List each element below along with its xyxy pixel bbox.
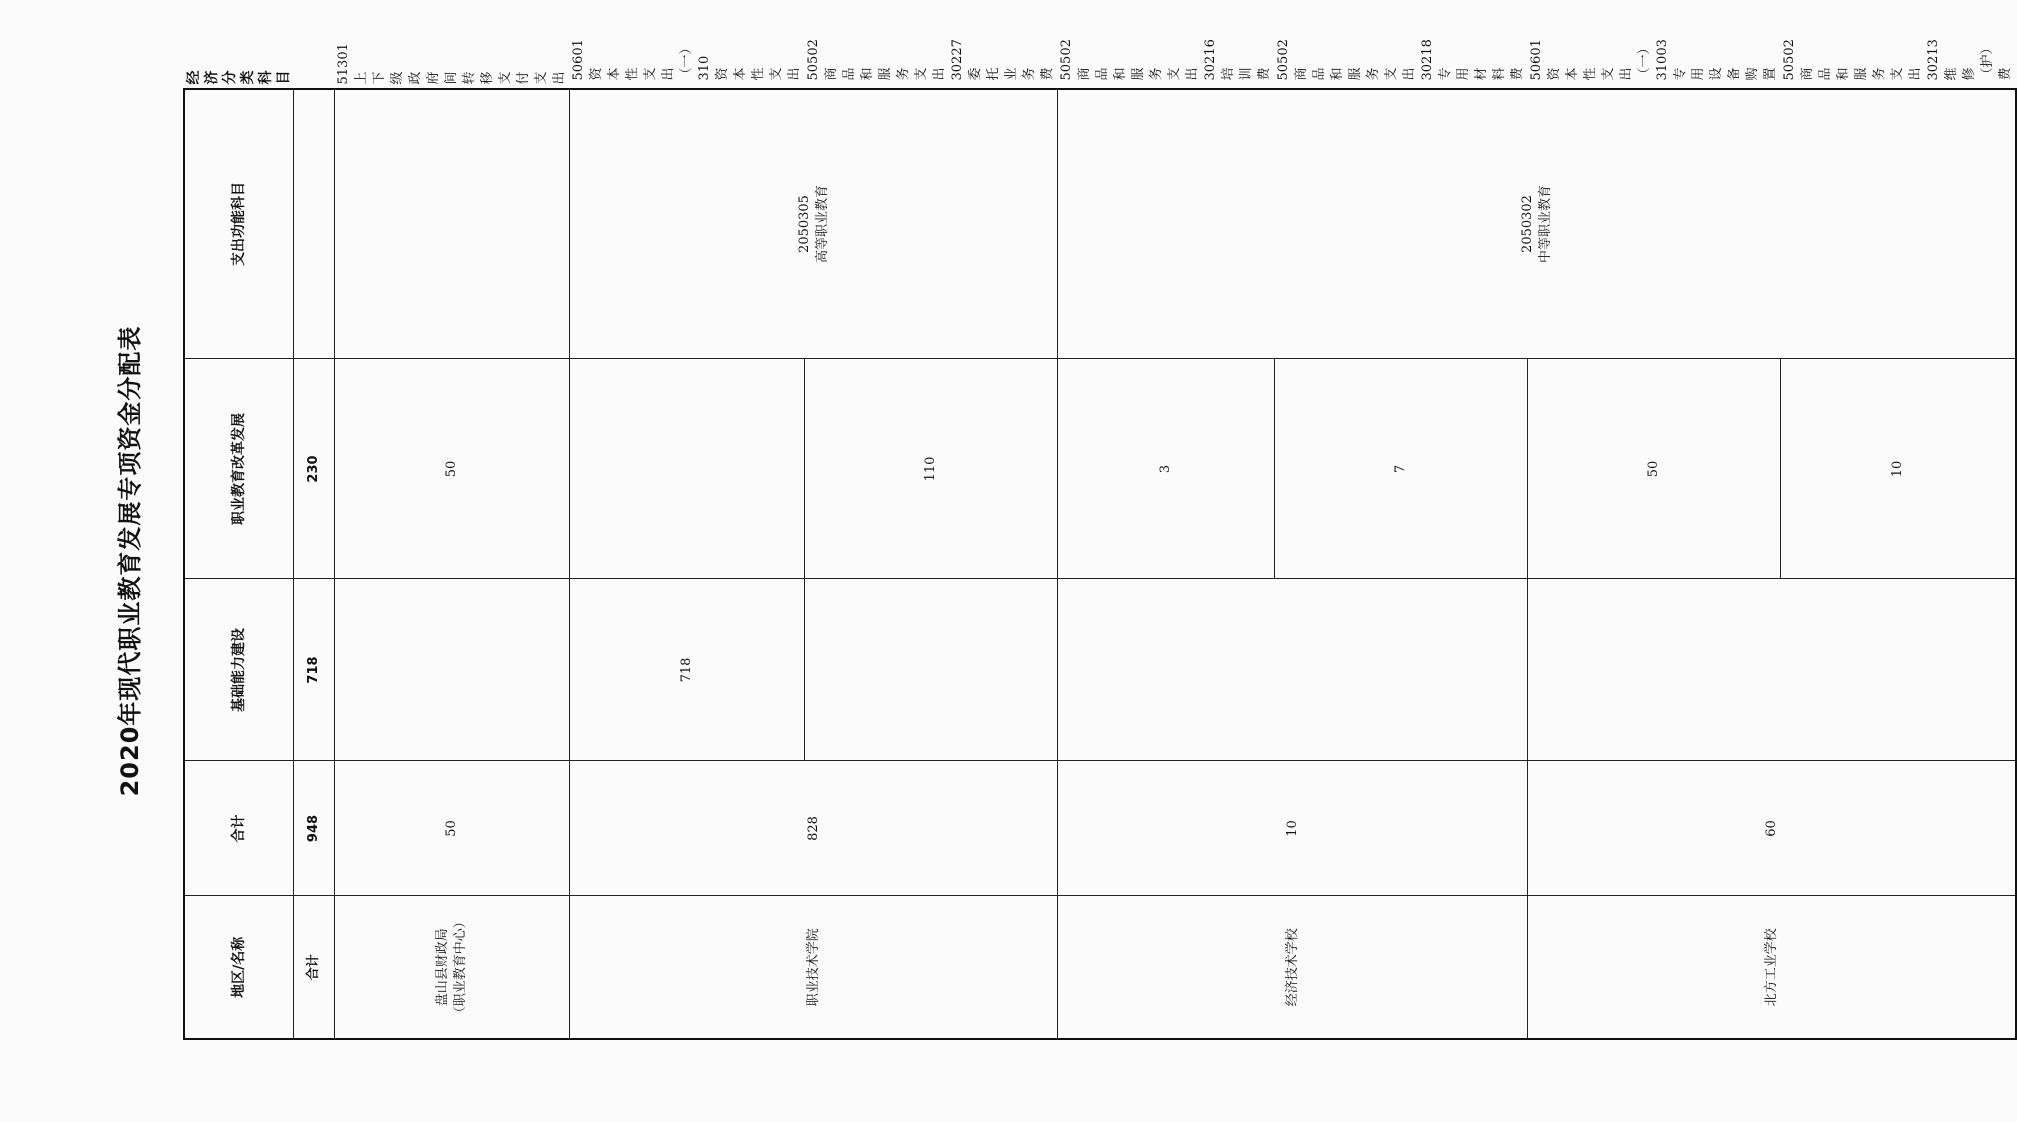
- row-total: 50: [335, 761, 570, 896]
- econ-name: 培训费: [1221, 67, 1272, 81]
- row-total: 60: [1528, 761, 2017, 896]
- row-basic: 718: [570, 579, 805, 761]
- header-region: 地区/名称: [184, 896, 294, 1039]
- econ-name: 商品和服务支出: [1800, 67, 1923, 81]
- row-total: 828: [570, 761, 1058, 896]
- econ-name: 维修（护）费: [1944, 41, 2013, 81]
- econ-name: 商品和服务支出: [1077, 67, 1200, 81]
- row-basic-empty: [1528, 579, 2017, 761]
- func-name: 中等职业教育: [1537, 185, 1553, 264]
- econ-code: 31003: [1655, 39, 1670, 81]
- row-reform: 50: [335, 359, 570, 579]
- row-name-line: （职业教育中心）: [453, 915, 468, 1020]
- total-row-total: 948: [294, 761, 335, 896]
- econ-name: 商品和服务支出: [1294, 67, 1417, 81]
- func-code: 2050305: [796, 195, 812, 253]
- econ-name: 商品和服务支出: [824, 67, 947, 81]
- row-reform: 3: [1058, 359, 1275, 579]
- row-name-line: 盘山县财政局: [435, 928, 450, 1007]
- header-reform: 职业教育改革发展: [184, 359, 294, 579]
- total-row-reform: 230: [294, 359, 335, 579]
- row-reform: 10: [1781, 359, 2017, 579]
- row-name: [335, 896, 570, 1039]
- row-name: 经济技术学校: [1058, 896, 1528, 1039]
- econ-name: 专用材料费: [1438, 67, 1525, 81]
- econ-code: 50601: [1529, 39, 1544, 81]
- row-name: 北方工业学校: [1528, 896, 2017, 1039]
- econ-code: 50502: [1782, 39, 1797, 81]
- econ-code: 30227: [950, 39, 965, 81]
- econ-code: 30216: [1203, 39, 1218, 81]
- row-basic-empty: [1058, 579, 1528, 761]
- header-basic: 基础能力建设: [184, 579, 294, 761]
- func-code: 2050302: [1519, 195, 1535, 253]
- row-name: 职业技术学院: [570, 896, 1058, 1039]
- row-func: [1058, 89, 2017, 359]
- econ-code: 50601: [571, 39, 586, 81]
- table-row: [1058, 89, 1275, 1039]
- allocation-table: [183, 39, 2017, 1040]
- table-row: 盘山县财政局 （职业教育中心） 50 50 51301 上下级政府间转移支付支出: [335, 89, 570, 1039]
- row-basic: [335, 579, 570, 761]
- header-row: 地区/名称 合计 基础能力建设 职业教育改革发展 支出功能科目 经济分类科目: [184, 89, 294, 1039]
- func-name: 高等职业教育: [814, 185, 830, 264]
- total-row-basic: 718: [294, 579, 335, 761]
- row-func: [570, 89, 1058, 359]
- econ-code: 30213: [1926, 39, 1941, 81]
- total-row: [294, 89, 335, 1039]
- header-func: 支出功能科目: [184, 89, 294, 359]
- econ-name: 资本性支出: [715, 67, 802, 81]
- row-reform: 50: [1528, 359, 1781, 579]
- econ-code: 310: [697, 55, 712, 81]
- econ-name: 委托业务费: [968, 67, 1055, 81]
- econ-code: 50502: [1059, 39, 1074, 81]
- row-reform: 110: [805, 359, 1058, 579]
- econ-name: 资本性支出（一）: [589, 41, 694, 81]
- econ-code: 50502: [806, 39, 821, 81]
- row-reform-empty: [570, 359, 805, 579]
- row-func: [335, 89, 570, 359]
- row-reform: 7: [1275, 359, 1528, 579]
- econ-code: 50502: [1276, 39, 1291, 81]
- header-total: 合计: [184, 761, 294, 896]
- table-row: [570, 89, 805, 1039]
- total-row-func: [294, 89, 335, 359]
- econ-code: 30218: [1420, 39, 1435, 81]
- row-total: 10: [1058, 761, 1528, 896]
- page-title: 2020年现代职业教育发展专项资金分配表: [116, 325, 144, 797]
- row-basic-empty: [805, 579, 1058, 761]
- econ-name: 专用设备购置: [1673, 67, 1778, 81]
- total-row-name: 合计: [294, 896, 335, 1039]
- econ-name: 资本性支出（一）: [1547, 41, 1652, 81]
